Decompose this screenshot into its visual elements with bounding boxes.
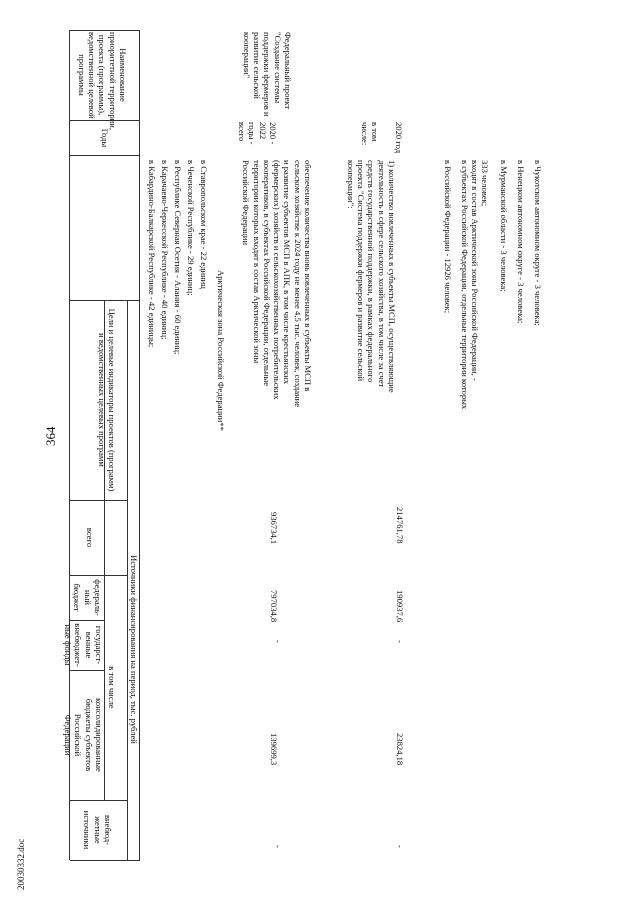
row-2-regional: 23824,18 [395,733,405,766]
list-item: в субъектах Российской Федерации, отдельные территории которых [460,160,470,410]
header-state-funds-line: государст- [94,625,104,665]
header-extra-cell [82,800,113,860]
header-years: Годы [100,128,110,148]
header-total: всего [85,527,95,548]
project-period-line: всего [237,122,248,142]
header-federal-cell [72,575,103,620]
row-1-extra: - [273,845,283,848]
header-federal-line: федераль- [93,579,103,616]
goal-line: проекта "Система поддержки фермеров и развитие сельской [356,160,367,382]
header-name-line: проекта (программы), [97,34,108,116]
header-regional-line: Российской [73,713,84,757]
list-item: входят в состав Арктической зоны Российской Федерации, - [470,160,480,381]
table-right-border [70,860,140,861]
list-item: в Мурманской области - 3 человека; [499,160,509,292]
goal-line: деятельность в сфере сельского хозяйства, в том числе за счет [376,160,387,388]
header-goals-line: и ведомственных целевых программ [96,333,107,467]
goal-line: кооперативов, в субъектах Российской Федерации, отдельные [261,160,272,387]
row-1-goal [241,160,313,407]
list-item: в Республике Северная Осетия - Алания - 60 единиц; [173,160,183,355]
year-2020-label: 2020 год [394,122,404,154]
row-2-goal [346,160,397,393]
list-item: в Карачаево-Черкесской Республике - 40 единиц; [160,160,170,340]
goal-line: (фермерских) хозяйств и сельскохозяйственных потребительских [272,160,283,400]
project-period-line: 2020 - [268,122,278,145]
header-regional-line: бюджеты субъектов [83,698,94,772]
goal-line: сельском хозяйстве к 2024 году не менее 4,5 тыс. человек, создание [292,160,303,408]
section-title: Арктическая зона Российской Федерации** [216,270,226,431]
header-name-line: ведомственной целевой [87,32,98,119]
list-item: в Российской Федерации - 12926 человек; [443,160,453,314]
header-regional-line: консолидированные [94,698,104,772]
incl-label-cell [359,122,380,145]
header-federal-line: ный [82,590,93,605]
header-extra-line: источники [82,810,93,850]
list-item: в Ставропольском крае - 22 единиц [199,160,209,289]
goal-line: 1) количество вовлеченных в субъекты МСП, осуществляющие [387,160,397,393]
list-item: в Кабардино-Балкарской Республике - 42 единицы; [147,160,157,348]
project-name-cell [242,32,293,117]
header-federal-line: бюджет [72,583,83,612]
project-name-line: развитие сельской [252,32,263,99]
row-1-total: 936734,1 [269,512,279,545]
header-state-funds-cell [63,620,104,670]
project-name-line: "Создание системы [272,32,283,104]
header-incl: в том числе [107,666,117,709]
project-name-line: поддержки фермеров и [262,32,273,117]
list-item: в Чеченской Республике - 29 единиц; [186,160,196,296]
incl-label-line: числе: [359,122,370,146]
goal-line: территории которых входят в состав Арктической зоны [251,160,262,364]
row-1-state-funds: - [273,640,283,643]
header-state-funds-line: внебюджет- [73,623,84,667]
row-2-federal: 190937,6 [395,590,405,623]
header-name-line: программы [76,54,87,96]
header-goals-cell [96,300,117,500]
header-name-line: приоритетной территории, [107,32,118,131]
project-period-line: 2022 [257,122,268,140]
goal-line: средств государственной поддержки, в рамках федерального [366,160,377,383]
row-2-total: 214761,78 [395,507,405,544]
header-goals-line: Цели и целевые индикаторы проектов (программ) [107,308,117,492]
incl-label-line: в том [370,122,380,142]
header-regional-cell [63,670,104,800]
list-item: 333 человек; [480,160,490,207]
goal-line: кооперации": [345,160,356,209]
col-line-4 [70,500,128,501]
table-left-border [70,30,140,31]
header-extra-line: жетные [92,816,103,844]
page-number: 364 [43,426,58,446]
goal-line: обеспечение количества вновь вовлеченных в субъекты МСП в [303,160,313,392]
header-name-cell [76,32,128,131]
header-name-line: Наименование [118,48,128,102]
goal-line: Российской Федерации [241,160,252,246]
list-item: в Чукотском автономном округе - 3 человека; [533,160,543,326]
header-regional-line: Федерации [63,714,74,756]
header-state-funds-line: ные фонды [63,624,74,666]
col-line-2 [70,155,140,156]
header-sources: Источники финансирования на период, тыс. рублей [129,555,139,744]
row-2-state-funds: - [395,640,405,643]
row-2-extra: - [395,845,405,848]
header-state-funds-line: венные [83,631,94,659]
project-period-line: годы - [247,122,258,145]
file-name: 20030332.doc [16,838,26,890]
goal-line: и развитие субъектов МСП в АПК, в том числе крестьянских [282,160,293,385]
row-1-regional: 139699,3 [269,733,279,766]
project-name-line: Федеральный проект [283,32,293,110]
project-period-cell [237,122,278,145]
row-1-federal: 797034,8 [269,590,279,623]
list-item: в Ненецком автономном округе - 3 человека; [516,160,526,324]
header-extra-line: внебюд- [103,814,113,846]
project-name-line: кооперации" [241,32,252,79]
